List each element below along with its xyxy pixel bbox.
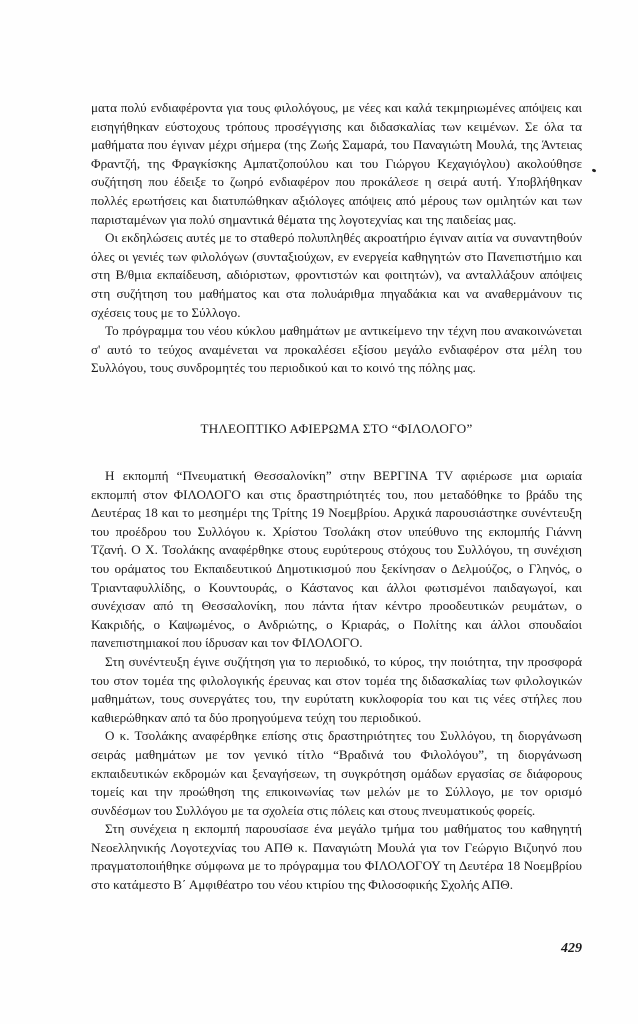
paragraph: Ο κ. Τσολάκης αναφέρθηκε επίσης στις δραστηριότητες του Συλλόγου, τη διοργάνωση σειράς μαθημάτων με τον γενικό τίτλο “Βραδινά του Φιλολόγου”, τη διοργάνωση εκπαιδευτικών εκδρομών και ξεναγήσεων, τη συγκρότηση ομάδων εργασίας σε διάφορους τομείς και την προώθηση της επικοινωνίας των μελών με το Σύλλογο, με τον ορισμό συνδέσμων του Συλλόγου με τα σχολεία στις πόλεις και στους πνευματικούς φορείς. (91, 728, 582, 818)
section-heading: ΤΗΛΕΟΠΤΙΚΟ ΑΦΙΕΡΩΜΑ ΣΤΟ “ΦΙΛΟΛΟΓΟ” (200, 421, 473, 436)
paragraph: Στη συνέχεια η εκπομπή παρουσίασε ένα μεγάλο τμήμα του μαθήματος του καθηγητή Νεοελληνικής Λογοτεχνίας του ΑΠΘ κ. Παναγιώτη Μουλά για τον Γεώργιο Βιζυηνό που πραγματοποιήθηκε σύμφωνα με το πρόγραμμα του ΦΙΛΟΛΟΓΟΥ τη Δευτέρα 18 Νοεμβρίου στο κατάμεστο Β΄ Αμφιθέατρο του νέου κτιρίου της Φιλοσοφικής Σχολής ΑΠΘ. (91, 821, 582, 893)
continuation-text (91, 99, 582, 378)
paragraph: Η εκπομπή “Πνευματική Θεσσαλονίκη” στην ΒΕΡΓΙΝΑ TV αφιέρωσε μια ωριαία εκπομπή στον ΦΙΛΟΛΟΓΟ και στις δραστηριότητές του, που μεταδόθηκε το βράδυ της Δευτέρας 18 και το μεσημέρι της Τρίτης 19 Νοεμβρίου. Αρχικά παρουσιάστηκε συνέντευξη του προέδρου του Συλλόγου κ. Χρίστου Τσολάκη στον υπεύθυνο της εκπομπής Γιάννη Τζανή. Ο Χ. Τσολάκης αναφέρθηκε στους ευρύτερους στόχους του Συλλόγου, τη συνέχιση του οράματος του Εκπαιδευτικού Δημοτικισμού που ξεκίνησαν ο Δελμούζος, ο Γληνός, ο Τριανταφυλλίδης, ο Κουντουράς, ο Κάστανος και άλλοι φωτισμένοι παιδαγωγοί, και συνέχισαν από τη Θεσσαλονίκη, που πάντα ήταν κέντρο προοδευτικών ρευμάτων, ο Κακριδής, ο Καψωμένος, ο Ανδριώτης, ο Κριαράς, ο Πολίτης και άλλοι σπουδαίοι πανεπιστημιακοί που ίδρυσαν και τον ΦΙΛΟΛΟΓΟ. (91, 468, 582, 651)
paragraph: Στη συνέντευξη έγινε συζήτηση για το περιοδικό, το κύρος, την ποιότητα, την προσφορά του στον τομέα της φιλολογικής έρευνας και στον τομέα της διδασκαλίας των φιλολογικών μαθημάτων, τους συνεργάτες του, την ευρύτατη κυκλοφορία του και τις νέες στήλες που καθιερώθηκαν από τα δύο προηγούμενα τεύχη του περιοδικού. (91, 653, 582, 725)
paragraph: ματα πολύ ενδιαφέροντα για τους φιλολόγους, με νέες και καλά τεκμηριωμένες απόψεις και εισηγήθηκαν εύστοχους τρόπους προσέγγισης και διδασκαλίας των κειμένων. Σε όλα τα μαθήματα που έγιναν μέχρι σήμερα (της Ζωής Σαμαρά, του Παναγιώτη Μουλά, της Άντειας Φραντζή, της Φραγκίσκης Αμπατζοπούλου και του Γιώργου Κεχαγιόγλου) ακολούθησε συζήτηση που έδειξε το ζωηρό ενδιαφέρον που προκάλεσε η σειρά αυτή. Υποβλήθηκαν πολλές ερωτήσεις και διατυπώθηκαν αξιόλογες απόψεις από μέρους των ομιλητών και των παρισταμένων για πολύ σημαντικά θέματα της λογοτεχνίας και της παιδείας μας. (91, 100, 582, 227)
paragraph: Οι εκδηλώσεις αυτές με το σταθερό πολυπληθές ακροατήριο έγιναν αιτία να συναντηθούν όλες οι γενιές των φιλολόγων (συνταξιούχων, εν ενεργεία καθηγητών στο Πανεπιστήμιο και στη Β/θμια εκπαίδευση, αδιόριστων, φροντιστών και φοιτητών), να ανταλλάξουν απόψεις στη συζήτηση του μαθήματος και στα πολυάριθμα πηγαδάκια και να αναθερμάνουν τις σχέσεις τους με το Σύλλογο. (91, 230, 582, 320)
scan-speck (592, 168, 597, 172)
section-body (91, 467, 582, 895)
page-number: 429 (561, 941, 582, 956)
paragraph: Το πρόγραμμα του νέου κύκλου μαθημάτων με αντικείμενο την τέχνη που ανακοινώνεται σ' αυτό το τεύχος αναμένεται να προκαλέσει εξίσου μεγάλο ενδιαφέρον στα μέλη του Συλλόγου, τους συνδρομητές του περιοδικού και το κοινό της πόλης μας. (91, 323, 582, 376)
